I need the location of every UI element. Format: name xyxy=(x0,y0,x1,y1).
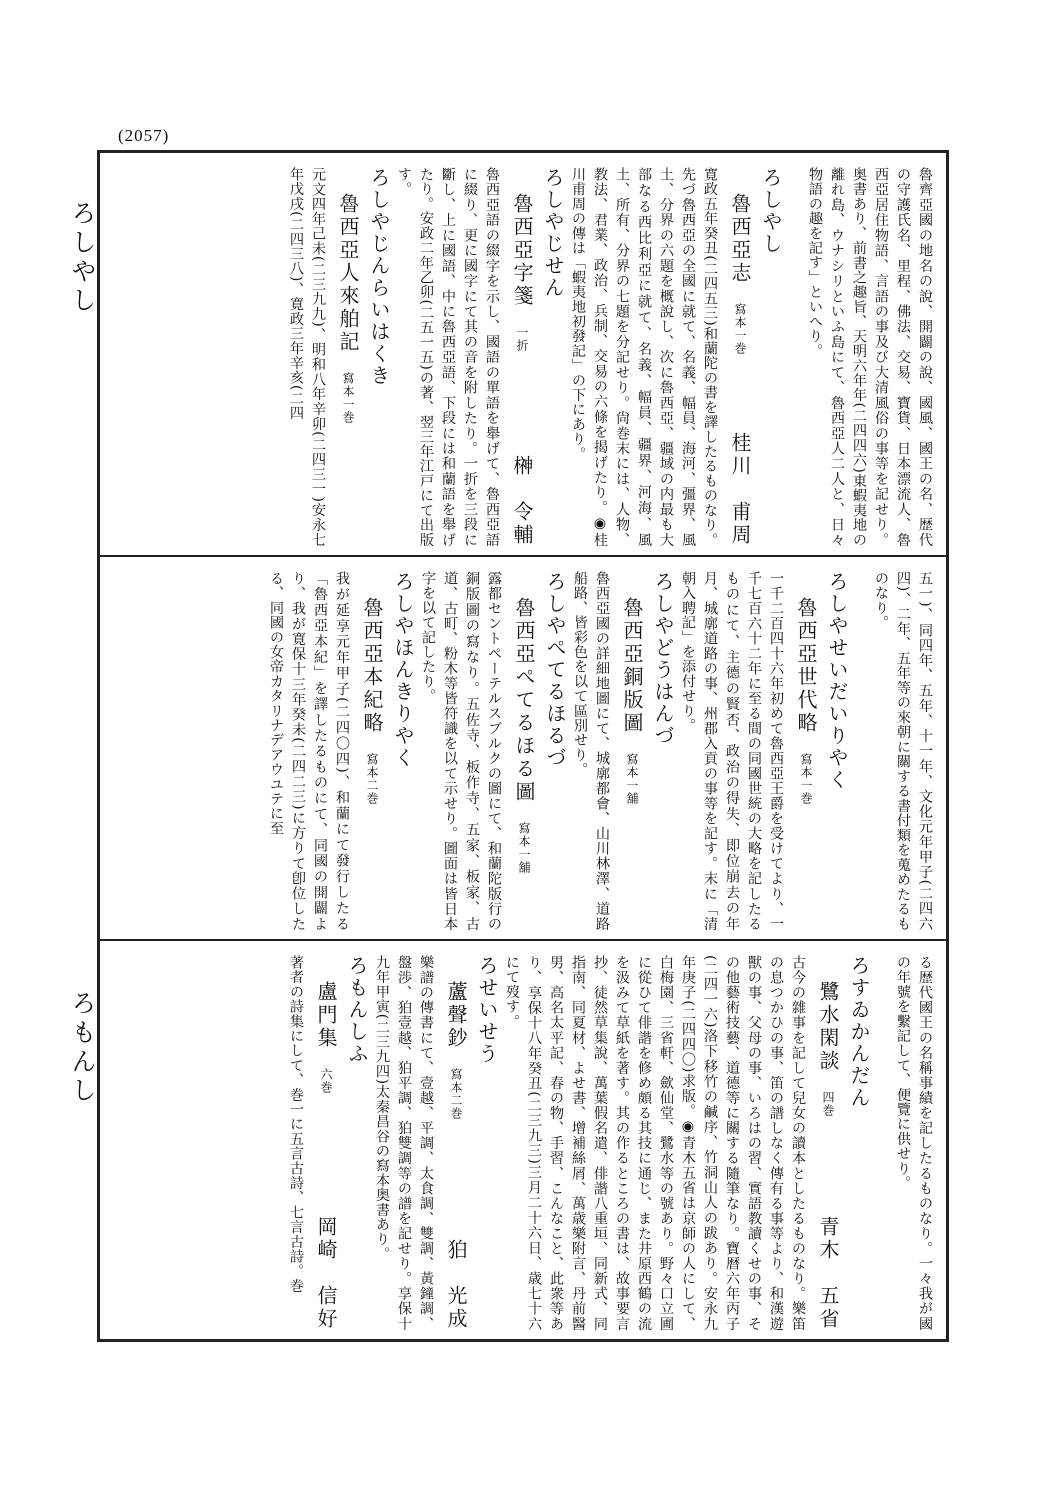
entry-text: 樂譜の傳書にて、壹越、平調、太食調、雙調、黃鐘調、盤渉、狛壹越、狛平調、狛雙調等の譜を記せり。享保十九年甲寅(二三九四)太秦昌谷の寫本奥書あり。 xyxy=(374,955,434,1331)
entry-heading: ろしやぺてるほるづ xyxy=(543,571,567,769)
entry-heading: ろしやじんらいはくき xyxy=(367,167,391,387)
entry-heading: ろしやし xyxy=(759,167,783,255)
entry-title: 魯西亞字箋 xyxy=(510,193,534,308)
entry-author: 榊 令輔 xyxy=(510,455,534,547)
entry-text: 著者の詩集にして、巻一に五言古詩、七言古詩。巻 xyxy=(288,955,304,1294)
entry-volumes: 寫本一巻 xyxy=(341,372,355,424)
side-label-left: ろもんし xyxy=(68,990,97,1106)
entry-volumes: 六巻 xyxy=(319,1068,333,1094)
entry-heading: ろしやせいだいりやく xyxy=(825,571,849,791)
entry-heading: ろせいせう xyxy=(475,955,499,1065)
entry-title: 鷺水閑談 xyxy=(816,981,840,1073)
entry-title-line xyxy=(333,167,363,547)
entry-title: 魯西亞ぺてるほる圖 xyxy=(512,597,536,804)
entry-title-line xyxy=(509,571,539,931)
entry-author: 桂川 甫周 xyxy=(728,432,752,547)
entry-volumes: 寫本二巻 xyxy=(365,753,379,805)
entry-text: 魯西亞國の詳細地圖にて、城廓都會、山川林澤、道路船路、皆彩色を以て區別せり。 xyxy=(572,571,610,931)
entry-heading: ろしやじせん xyxy=(541,167,565,299)
side-label-right: ろしやし xyxy=(68,200,97,316)
entry-text: 我が延享元年甲子(二四〇四)、和蘭にて發行したる「魯西亞本紀」を譯したるものにて、同國の開闢より、我が寛保十三年癸未(二四二三)に方りて卽位したる、同國の女帝カタリナデアウユテに至 xyxy=(268,571,350,931)
entry-title-line xyxy=(441,955,471,1331)
entry-title-line xyxy=(725,167,755,547)
entry-title-line xyxy=(791,571,821,931)
entry-volumes: 四巻 xyxy=(821,1091,835,1117)
top-tier xyxy=(100,153,946,555)
middle-tier xyxy=(100,557,946,939)
bottom-tier xyxy=(100,941,946,1339)
entry-title: 魯西亞志 xyxy=(728,193,752,285)
entry-heading: ろしやほんきりやく xyxy=(391,571,415,769)
continuation-text: 魯齊亞國の地名の說、開闢の說、國風、國王の名、歴代の守護氏名、里程、佛法、交易、寶貨、日本漂流人、魯西亞居住物語、言語の事及び大清風俗の事等を記せり。奥書あり、前書之趣旨、天明六年年(二四四六)東蝦夷地の離れ島、ウナシリといふ島にて、魯西亞人二人と、日々物語の趣を記す」といへり。 xyxy=(807,167,933,547)
continuation-text: 五一)、同四年、五年、十一年、文化元年甲子(二四六四)、二年、五年等の來朝に關する書付類を蒐めたるものなり。 xyxy=(873,571,933,931)
entry-title-line xyxy=(617,571,647,931)
entry-title: 魯西亞本紀略 xyxy=(360,597,384,735)
entry-author: 青木 五省 xyxy=(816,1216,840,1331)
page-frame xyxy=(97,150,949,1342)
entry-volumes: 一折 xyxy=(515,326,529,352)
continuation-text: る歴代國王の名稱事績を記したるものなり。一々我が國の年號を繫記して、便覽に供せり。 xyxy=(895,955,933,1331)
entry-volumes: 寫本一巻 xyxy=(733,303,747,355)
entry-title: 魯西亞銅版圖 xyxy=(620,597,644,735)
entry-heading: ろしやどうはんづ xyxy=(651,571,675,747)
entry-title-line xyxy=(507,167,537,547)
entry-title: 魯西亞世代略 xyxy=(794,597,818,735)
entry-title-line xyxy=(311,955,341,1331)
entry-title-line xyxy=(357,571,387,931)
entry-volumes: 寫本二巻 xyxy=(449,1068,463,1120)
entry-volumes: 寫本一巻 xyxy=(799,753,813,805)
entry-text: 露都セントペーテルスブルクの圖にて、和蘭陀版行の銅版圖の寫なり。五佐寺、板作寺、五家、板家、古道、古町、粉木等皆符識を以て示せり。圖面は皆日本字を以て記したり。 xyxy=(420,571,502,931)
entry-text: 魯西亞語の綴字を示し、國語の單語を舉げて、魯西亞語に綴り、更に國字にて其の音を附したり。一折を三段に斷し、上に國語、中に魯西亞語、下段には和蘭語を舉げたり。安政二年乙卯(二五一五)の著、翌三年江戸にて出版す。 xyxy=(396,167,500,547)
page-number: (2057) xyxy=(118,126,170,145)
entry-volumes: 寫本一舖 xyxy=(625,753,639,805)
entry-title-line xyxy=(813,955,843,1331)
entry-text: 元文四年己未(二三九九)、明和八年辛卯(二四三一)安永七年戊戌(二四三八)、寛政三年辛亥(二四 xyxy=(288,167,326,547)
entry-text: 寛政五年癸丑(二四五三)和蘭陀の書を譯したるものなり。先づ魯西亞の全國に就て、名義、幅員、海河、彊界、風土、分界の六題を概說し、次に魯西亞、疆域の内最も大部なる西比利亞に就て、名義、幅員、疆界、河海、風土、所有、分界の七題を分記せり。尙巻末には、人物、教法、君業、政治、兵制、交易の六條を揭げたり。◉桂川甫周の傳は「蝦夷地初發記」の下にあり。 xyxy=(570,167,718,547)
entry-heading: ろもんしふ xyxy=(345,955,369,1065)
entry-author: 狛 光成 xyxy=(444,1239,468,1331)
entry-title: 盧門集 xyxy=(314,981,338,1050)
entry-heading: ろすゐかんだん xyxy=(847,955,871,1109)
entry-text: 一千二百四十六年初めて魯西亞王爵を受けてより、一千七百六十二年に至る間の同國世統の大略を記したるものにて、主德の賢否、政治の得失、即位崩去の年月、城廓道路の事、州郡入貢の事等を記す。末に「清朝入聘記」を添付せり。 xyxy=(680,571,784,931)
entry-title: 魯西亞人來舶記 xyxy=(336,193,360,354)
entry-author: 岡崎 信好 xyxy=(314,1216,338,1331)
entry-text: 古今の雜事を記して兒女の讀本としたるものなり。樂笛の息つかひの事、笛の譜しなく傳有る事等より、和漢遊獸の事、父母の事、いろはの習、實語教讀くせの事、その他藝術技藝、道德等に關する隨筆なり。寶暦六年丙子(二四一六)洛下移竹の鹹序、竹洞山人の跋あり。安永九年庚子(二四四〇)求版。◉青木五省は京師の人にして、白梅園、三省軒、歛仙堂、鷺水等の號あり。野々口立圃に從ひて俳諧を修め頗る其技に通じ、また井原西鶴の流を汲みて草紙を著す。其の作るところの書は、故事要言抄、徒然草集說、萬葉假名遣、俳諧八重垣、同新式、同指南、同夏材、よせ書、增補絲屑、萬歳樂附言、丹前醫男、高名太平記、春の物、手習、こんなこと、此衆等あり、享保十八年癸丑(二三九三)三月二十六日、歳七十六にて歿す。 xyxy=(504,955,806,1331)
entry-volumes: 寫本一舖 xyxy=(517,822,531,874)
entry-title: 蘆聲鈔 xyxy=(444,981,468,1050)
